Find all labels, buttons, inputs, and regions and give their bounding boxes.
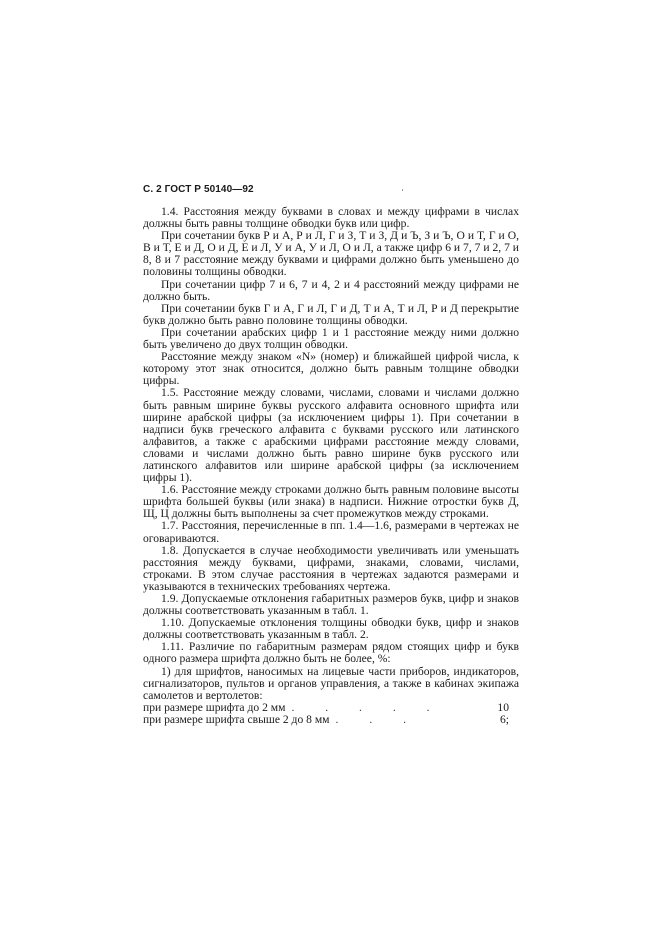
size-row-label: при размере шрифта свыше 2 до 8 мм (143, 712, 330, 726)
paragraph-arabic-ones: При сочетании арабских цифр 1 и 1 расстояние между ними должно быть увеличено до двух толщин обводки. (143, 325, 519, 352)
paragraph-item-1: 1) для шрифтов, наносимых на лицевые части приборов, индикаторов, сигнализаторов, пультов и органов управления, а также в кабинах экипажа самолетов и вертолетов: (143, 664, 519, 702)
paragraph-1-11: 1.11. Различие по габаритным размерам рядом стоящих цифр и букв одного размера шрифта должно быть не более, %: (143, 640, 519, 666)
document-page (143, 184, 519, 726)
size-row (143, 714, 519, 726)
size-row-value: 10 (497, 700, 509, 714)
paragraph-1-7: 1.7. Расстояния, перечисленные в пп. 1.4—1.6, размерами в чертежах не оговариваются. (143, 519, 519, 545)
paragraph-1-4: 1.4. Расстояния между буквами в словах и между цифрами в числах должны быть равны толщине обводки букв или цифр. (143, 205, 519, 231)
paragraph-1-6: 1.6. Расстояние между строками должно быть равным половине высоты шрифта большей буквы (или знака) в надписи. Нижние отростки букв Д, Щ, Ц должны быть выполнены за счет промежутков между строками. (143, 483, 519, 521)
document-body (143, 206, 519, 726)
dot-leader: . . . . . (291, 701, 444, 714)
paragraph-digit-pairs: При сочетании цифр 7 и 6, 7 и 4, 2 и 4 расстояний между цифрами не должно быть. (143, 277, 519, 303)
page-header: С. 2 ГОСТ Р 50140—92 (143, 184, 254, 195)
paragraph-overlap: При сочетании букв Г и А, Г и Л, Г и Д, Т и А, Т и Л, Р и Д перекрытие букв должно быть равно половине толщины обводки. (143, 301, 519, 327)
dot-leader: . . . (335, 713, 421, 726)
paragraph-letter-pairs: При сочетании букв Р и А, Р и Л, Г и З, Т и З, Д и Ъ, З и Ъ, О и Т, Г и О, В и Т, Е и Д, О и Д, Е и Л, У и А, У и Л, О и Л, а также цифр 6 и 7, 7 и 2, 7 и 8, 8 и 7 расстояние между буквами и цифрами должно быть уменьшено до половины толщины обводки. (143, 229, 519, 279)
paragraph-1-5: 1.5. Расстояние между словами, числами, словами и числами должно быть равным ширине буквы русского алфавита основного шрифта или ширине арабской цифры (за исключением цифры 1). При сочетании в надписи букв греческого алфавита с буквами русского или латинского алфавитов, а также с арабскими цифрами расстояние между словами, словами и числами должно быть равно ширине букв русского или латинского алфавитов или ширине арабской цифры (за исключением цифры 1). (143, 386, 519, 485)
size-row-value: 6; (499, 712, 509, 726)
paragraph-number-sign: Расстояние между знаком «N» (номер) и ближайшей цифрой числа, к которому этот знак относится, должно быть равным толщине обводки цифры. (143, 350, 519, 388)
paragraph-1-8: 1.8. Допускается в случае необходимости увеличивать или уменьшать расстояния между буквами, цифрами, знаками, словами, числами, строками. В этом случае расстояния в чертежах задаются размерами и указываются в технических требованиях чертежа. (143, 543, 519, 593)
paragraph-1-9: 1.9. Допускаемые отклонения габаритных размеров букв, цифр и знаков должны соответствовать указанным в табл. 1. (143, 592, 519, 618)
paragraph-1-10: 1.10. Допускаемые отклонения толщины обводки букв, цифр и знаков должны соответствовать указанным в табл. 2. (143, 616, 519, 642)
size-row-label: при размере шрифта до 2 мм (143, 700, 286, 714)
